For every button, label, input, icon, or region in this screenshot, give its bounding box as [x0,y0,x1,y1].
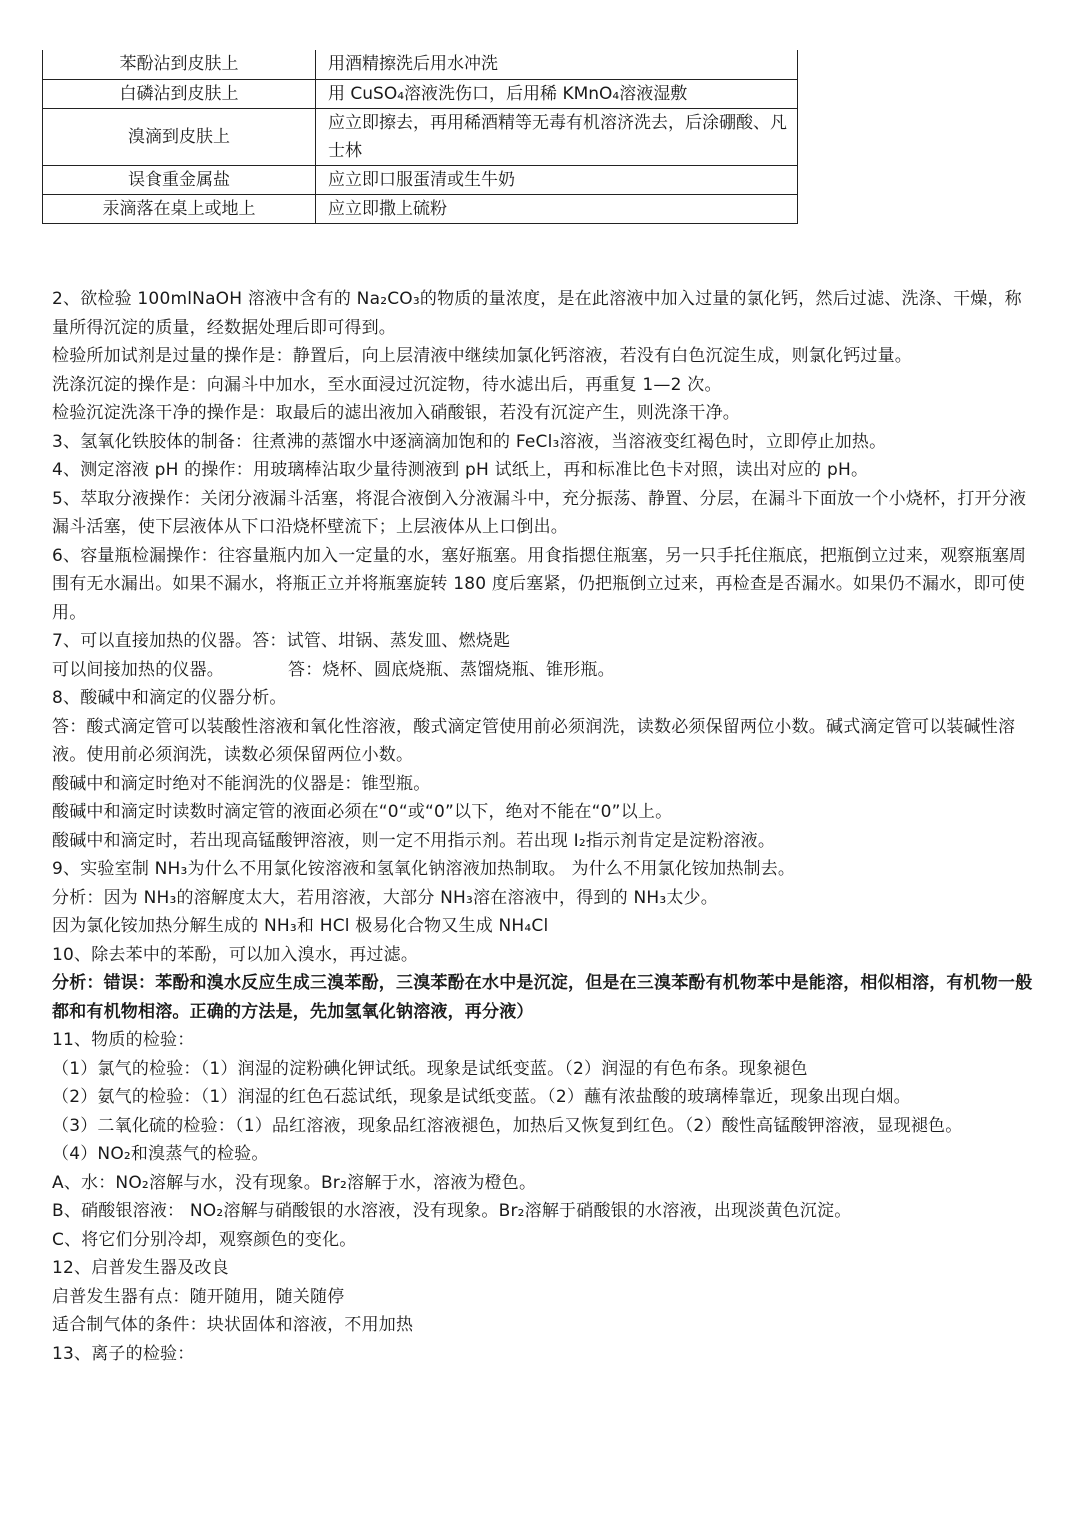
table-cell-treatment: 应立即口服蛋清或生牛奶 [316,165,798,194]
paragraph: 分析：因为 NH₃的溶解度太大，若用溶液，大部分 NH₃溶在溶液中，得到的 NH₃太少。 [52,887,718,908]
table-row [43,79,798,108]
paragraph: （1）氯气的检验：（1）润湿的淀粉碘化钾试纸。现象是试纸变蓝。（2）润湿的有色布条。现象褪色 [52,1058,808,1079]
table-cell-treatment: 应立即撒上硫粉 [316,194,798,223]
analysis-bold-paragraph: 分析：错误：苯酚和溴水反应生成三溴苯酚，三溴苯酚在水中是沉淀，但是在三溴苯酚有机物苯中是能溶，相似相溶，有机物一般都和有机物相溶。正确的方法是，先加氢氧化钠溶液，再分液） [52,973,1033,1022]
table-cell-situation: 白磷沾到皮肤上 [43,79,316,108]
table-cell-situation: 误食重金属盐 [43,165,316,194]
table-row [43,165,798,194]
table-row [43,194,798,223]
paragraph: 酸碱中和滴定时读数时滴定管的液面必须在“0“或“0”以下，绝对不能在“0”以上。 [52,802,673,822]
paragraph: 7、可以直接加热的仪器。答：试管、坩锅、蒸发皿、燃烧匙 [52,631,511,651]
paragraph: 12、启普发生器及改良 [52,1258,229,1278]
paragraph: 检验沉淀洗涤干净的操作是：取最后的滤出液加入硝酸银，若没有沉淀产生，则洗涤干净。 [52,403,740,423]
indirect-heating-label: 可以间接加热的仪器。 [52,659,224,680]
paragraph: 酸碱中和滴定时，若出现高锰酸钾溶液，则一定不用指示剂。若出现 I₂指示剂肯定是淀粉溶液。 [52,830,776,851]
paragraph: 13、离子的检验： [52,1343,195,1364]
paragraph: （3）二氧化硫的检验：（1）品红溶液，现象品红溶液褪色，加热后又恢复到红色。（2）酸性高锰酸钾溶液，显现褪色。 [52,1115,963,1136]
paragraph: 因为氯化铵加热分解生成的 NH₃和 HCl 极易化合物又生成 NH₄Cl [52,916,549,936]
paragraph: B、硝酸银溶液： NO₂溶解与硝酸银的水溶液，没有现象。Br₂溶解于硝酸银的水溶液，出现淡黄色沉淀。 [52,1201,852,1221]
table-cell-treatment: 应立即擦去，再用稀酒精等无毒有机溶济洗去，后涂硼酸、凡士林 [316,108,798,165]
paragraph: 10、除去苯中的苯酚，可以加入溴水，再过滤。 [52,944,419,965]
paragraph: 酸碱中和滴定时绝对不能润洗的仪器是：锥型瓶。 [52,773,431,794]
table-row [43,50,798,79]
paragraph: 5、萃取分液操作：关闭分液漏斗活塞，将混合液倒入分液漏斗中，充分振荡、静置、分层，在漏斗下面放一个小烧杯，打开分液漏斗活塞，使下层液体从下口沿烧杯壁流下；上层液体从上口倒出。 [52,488,1027,537]
table-row [43,108,798,165]
paragraph: C、将它们分别冷却，观察颜色的变化。 [52,1229,357,1250]
paragraph: 检验所加试剂是过量的操作是：静置后，向上层清液中继续加氯化钙溶液，若没有白色沉淀生成，则氯化钙过量。 [52,346,912,366]
paragraph: 11、物质的检验： [52,1030,195,1050]
paragraph [52,656,1037,685]
paragraph: （4）NO₂和溴蒸气的检验。 [52,1144,269,1164]
paragraph: 适合制气体的条件：块状固体和溶液，不用加热 [52,1315,414,1335]
table-cell-treatment: 用 CuSO₄溶液洗伤口，后用稀 KMnO₄溶液湿敷 [316,79,798,108]
indirect-heating-answer: 答：烧杯、圆底烧瓶、蒸馏烧瓶、锥形瓶。 [288,659,615,680]
paragraph: 2、欲检验 100mlNaOH 溶液中含有的 Na₂CO₃的物质的量浓度，是在此溶液中加入过量的氯化钙，然后过滤、洗涤、干燥，称量所得沉淀的质量，经数据处理后即可得到。 [52,289,1022,338]
paragraph: 3、氢氧化铁胶体的制备：往煮沸的蒸馏水中逐滴滴加饱和的 FeCl₃溶液，当溶液变红褐色时，立即停止加热。 [52,431,887,452]
paragraph: 4、测定溶液 pH 的操作：用玻璃棒沾取少量待测液到 pH 试纸上，再和标准比色卡对照，读出对应的 pH。 [52,460,869,480]
paragraph: A、水：NO₂溶解与水，没有现象。Br₂溶解于水，溶液为橙色。 [52,1172,537,1193]
table-cell-treatment: 用酒精擦洗后用水冲洗 [316,50,798,79]
safety-table [42,50,798,224]
paragraph: 8、酸碱中和滴定的仪器分析。 [52,688,287,708]
paragraph: 6、容量瓶检漏操作：往容量瓶内加入一定量的水，塞好瓶塞。用食指摁住瓶塞，另一只手托住瓶底，把瓶倒立过来，观察瓶塞周围有无水漏出。如果不漏水，将瓶正立并将瓶塞旋转 180 度后塞紧，仍把瓶倒立过来，再检查是否漏水。如果仍不漏水，即可使用。 [52,545,1027,623]
body-text [52,285,1037,1368]
paragraph: 洗涤沉淀的操作是：向漏斗中加水，至水面浸过沉淀物，待水滤出后，再重复 1—2 次。 [52,374,722,395]
table-cell-situation: 汞滴落在桌上或地上 [43,194,316,223]
paragraph: 答：酸式滴定管可以装酸性溶液和氧化性溶液，酸式滴定管使用前必须润洗，读数必须保留两位小数。碱式滴定管可以装碱性溶液。使用前必须润洗，读数必须保留两位小数。 [52,716,1016,765]
paragraph: 9、实验室制 NH₃为什么不用氯化铵溶液和氢氧化钠溶液加热制取。 为什么不用氯化铵加热制去。 [52,859,796,879]
table-cell-situation: 溴滴到皮肤上 [43,108,316,165]
table-cell-situation: 苯酚沾到皮肤上 [43,50,316,79]
paragraph: 启普发生器有点：随开随用，随关随停 [52,1286,345,1307]
paragraph: （2）氨气的检验：（1）润湿的红色石蕊试纸，现象是试纸变蓝。（2）蘸有浓盐酸的玻璃棒靠近，现象出现白烟。 [52,1087,911,1107]
